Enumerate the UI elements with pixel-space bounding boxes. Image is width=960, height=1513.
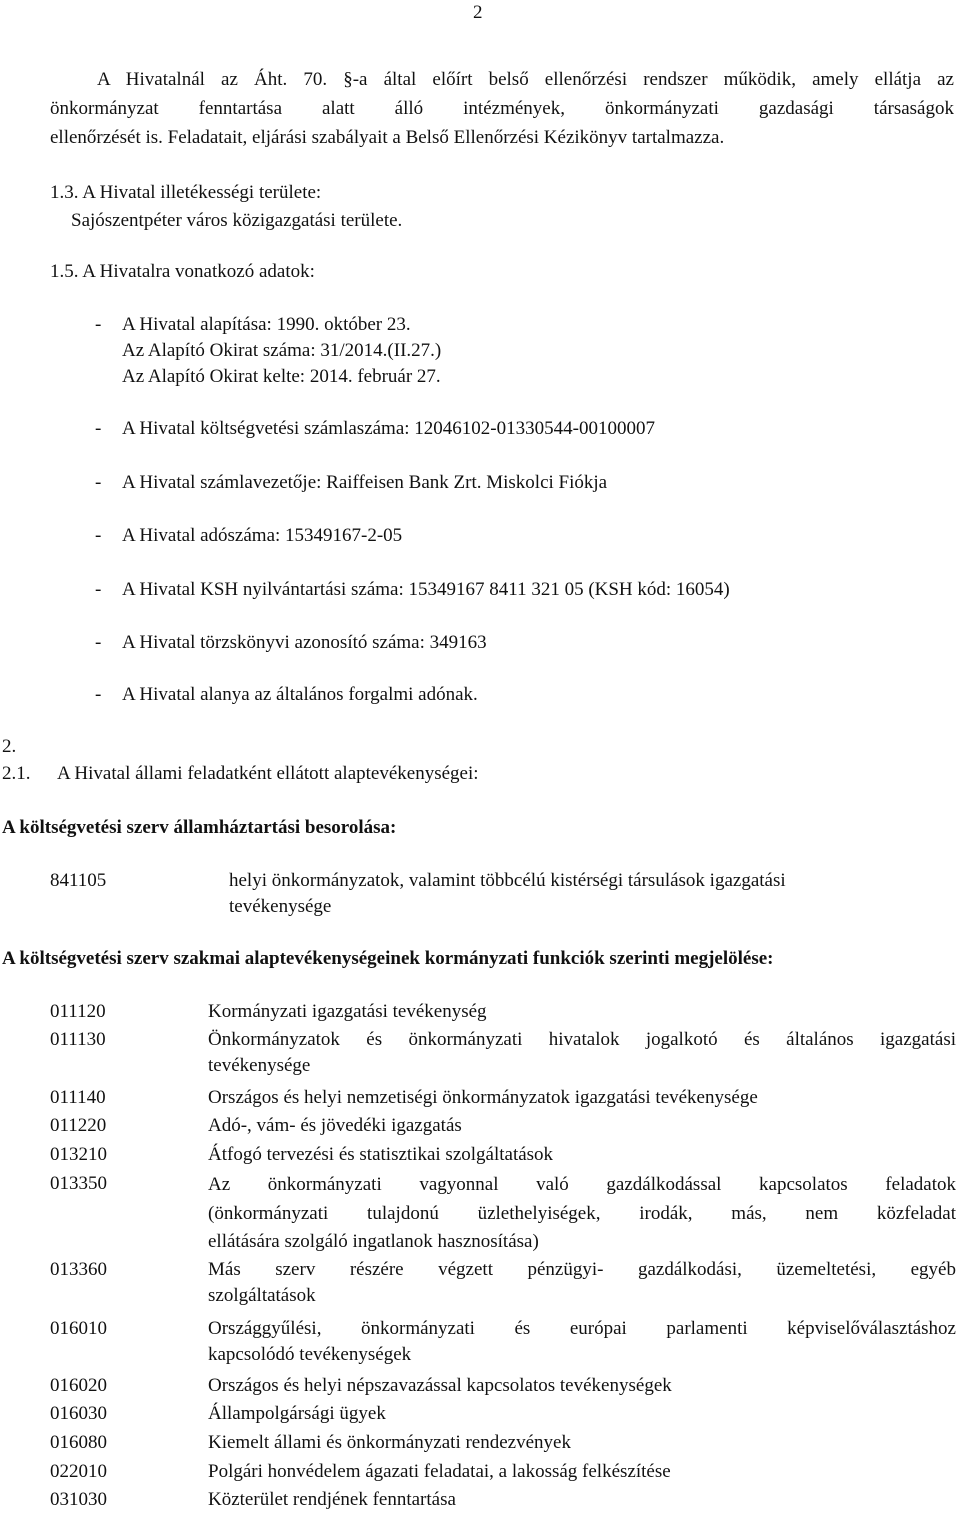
page-number: 2 (473, 2, 483, 23)
intro-line: önkormányzat fenntartása alatt álló intézmények, önkormányzati gazdasági társaságok (50, 98, 954, 119)
function-desc: Kiemelt állami és önkormányzati rendezvények (208, 1432, 571, 1453)
classification-heading: A költségvetési szerv államháztartási besorolása: (2, 817, 397, 838)
function-code: 011140 (50, 1087, 106, 1108)
section-1-3-heading: 1.3. A Hivatal illetékességi területe: (50, 182, 322, 203)
function-desc: Kormányzati igazgatási tevékenység (208, 1001, 487, 1022)
function-code: 031030 (50, 1489, 107, 1510)
function-code: 016020 (50, 1375, 107, 1396)
function-desc: Más szerv részére végzett pénzügyi- gazdálkodási, üzemeltetési, egyéb szolgáltatások (208, 1259, 956, 1306)
function-desc: Országos és helyi népszavazással kapcsolatos tevékenységek (208, 1375, 672, 1396)
function-code: 013360 (50, 1259, 107, 1280)
list-item: - A Hivatal törzskönyvi azonosító száma: 349163 (95, 632, 487, 653)
function-desc: Országgyűlési, önkormányzati és európai parlamenti képviselőválasztáshoz kapcsolódó tevékenységek (208, 1318, 956, 1365)
section-2-1-heading: A Hivatal állami feladatként ellátott alaptevékenységei: (57, 763, 479, 784)
function-desc: Közterület rendjének fenntartása (208, 1489, 456, 1510)
classification-code: 841105 (50, 870, 107, 891)
list-item: - A Hivatal számlavezetője: Raiffeisen Bank Zrt. Miskolci Fiókja (95, 472, 608, 493)
function-desc: Országos és helyi nemzetiségi önkormányzatok igazgatási tevékenysége (208, 1087, 758, 1108)
classification-desc: helyi önkormányzatok, valamint többcélú kistérségi társulások igazgatási (229, 870, 786, 891)
function-desc: Átfogó tervezési és statisztikai szolgáltatások (208, 1144, 554, 1165)
charter-number: Az Alapító Okirat száma: 31/2014.(II.27.) (122, 340, 442, 361)
charter-date: Az Alapító Okirat kelte: 2014. február 27. (122, 366, 441, 387)
section-1-3-text: Sajószentpéter város közigazgatási területe. (71, 210, 403, 231)
section-2-number: 2. (2, 736, 17, 757)
list-item: - A Hivatal adószáma: 15349167-2-05 (95, 525, 403, 546)
function-code: 011120 (50, 1001, 106, 1022)
function-code: 013210 (50, 1144, 107, 1165)
function-code: 013350 (50, 1173, 107, 1194)
function-code: 011130 (50, 1029, 106, 1050)
function-desc: Adó-, vám- és jövedéki igazgatás (208, 1115, 462, 1136)
functions-heading: A költségvetési szerv szakmai alaptevékenységeinek kormányzati funkciók szerinti megjelölése: (2, 948, 774, 969)
classification-desc: tevékenysége (229, 896, 332, 917)
function-code: 011220 (50, 1115, 107, 1136)
function-desc: Önkormányzatok és önkormányzati hivatalok jogalkotó és általános igazgatási tevékenysége (208, 1029, 956, 1076)
function-desc: Polgári honvédelem ágazati feladatai, a lakosság felkészítése (208, 1461, 671, 1482)
intro-line: ellenőrzését is. Feladatait, eljárási szabályait a Belső Ellenőrzési Kézikönyv tartalmazza. (50, 127, 725, 148)
list-item: - A Hivatal költségvetési számlaszáma: 12046102-01330544-00100007 (95, 418, 655, 439)
section-1-5-heading: 1.5. A Hivatalra vonatkozó adatok: (50, 261, 315, 282)
function-desc: Az önkormányzati vagyonnal való gazdálkodással kapcsolatos feladatok (önkormányzati tulajdonú üzlethelyiségek, irodák, más, nem közfeladat ellátására szolgáló ingatlanok hasznosítása) (208, 1174, 956, 1252)
function-code: 022010 (50, 1461, 107, 1482)
intro-line: A Hivatalnál az Áht. 70. §-a által előírt belső ellenőrzési rendszer működik, amely ellátja az (97, 69, 954, 90)
list-item: - A Hivatal alanya az általános forgalmi adónak. (95, 684, 478, 705)
section-2-1-number: 2.1. (2, 763, 31, 784)
function-code: 016030 (50, 1403, 107, 1424)
list-item: - A Hivatal alapítása: 1990. október 23. (95, 314, 411, 335)
function-code: 016080 (50, 1432, 107, 1453)
list-item: - A Hivatal KSH nyilvántartási száma: 15349167 8411 321 05 (KSH kód: 16054) (95, 579, 730, 600)
function-code: 016010 (50, 1318, 107, 1339)
function-desc: Állampolgársági ügyek (208, 1403, 386, 1424)
